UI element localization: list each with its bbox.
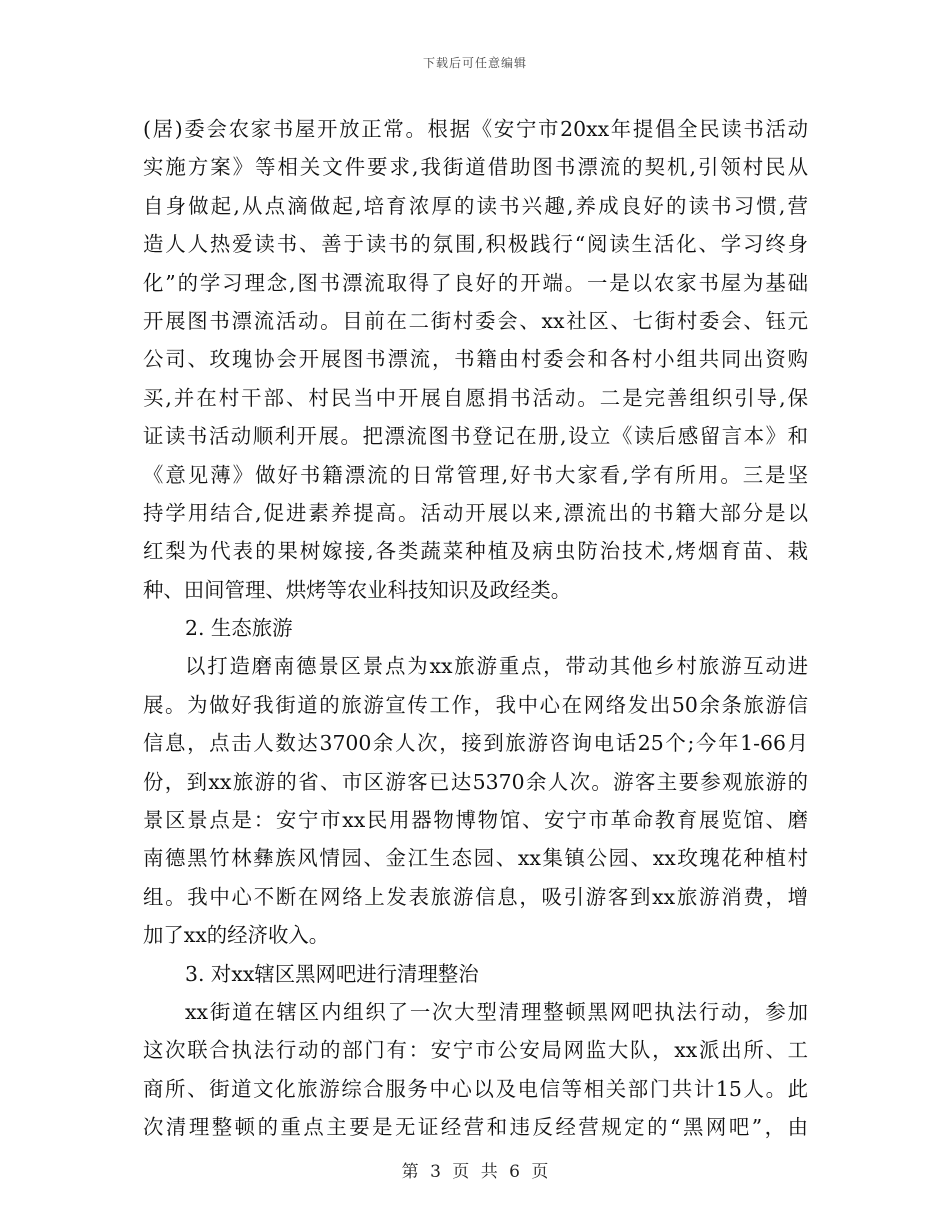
text-line: 自身做起,从点滴做起,培育浓厚的读书兴趣,养成良好的读书习惯,营 [143,193,808,218]
text-line: 这次联合执法行动的部门有：安宁市公安局网监大队，xx派出所、工 [143,1038,808,1063]
text-line: 造人人热爱读书、善于读书的氛围,积极践行“阅读生活化、学习终身 [143,232,808,257]
text-line: 红梨为代表的果树嫁接,各类蔬菜种植及病虫防治技术,烤烟育苗、栽 [143,539,808,564]
page-number: 第 3 页 共 6 页 [401,1162,549,1182]
text-line: 展。为做好我街道的旅游宣传工作，我中心在网络发出50余条旅游信 [143,692,808,717]
text-line: 持学用结合,促进素养提高。活动开展以来,漂流出的书籍大部分是以 [143,500,808,525]
page-header: 下载后可任意编辑 [422,56,527,70]
text-line: 买,并在村干部、村民当中开展自愿捐书活动。二是完善组织引导,保 [143,385,808,410]
text-line: (居)委会农家书屋开放正常。根据《安宁市20xx年提倡全民读书活动 [143,117,808,141]
text-line: 组。我中心不断在网络上发表旅游信息，吸引游客到xx旅游消费，增 [143,884,808,909]
text-line: 加了xx的经济收入。 [143,923,330,948]
text-line: 公司、玫瑰协会开展图书漂流，书籍由村委会和各村小组共同出资购 [143,347,808,372]
text-line: 《意见薄》做好书籍漂流的日常管理,好书大家看,学有所用。三是坚 [143,462,808,487]
text-line: 化”的学习理念,图书漂流取得了良好的开端。一是以农家书屋为基础 [143,270,808,295]
text-line: 开展图书漂流活动。目前在二街村委会、xx社区、七街村委会、钰元 [143,308,808,333]
text-line: 种、田间管理、烘烤等农业科技知识及政经类。 [143,577,572,602]
text-line: 实施方案》等相关文件要求,我街道借助图书漂流的契机,引领村民从 [143,155,808,180]
text-line: xx街道在辖区内组织了一次大型清理整顿黑网吧执法行动，参加 [185,999,808,1024]
text-line: 次清理整顿的重点主要是无证经营和违反经营规定的“黑网吧”，由 [143,1115,808,1140]
text-line: 份，到xx旅游的省、市区游客已达5370余人次。游客主要参观旅游的 [143,769,808,794]
section-heading: 3. 对xx辖区黑网吧进行清理整治 [185,961,479,986]
text-line: 南德黑竹林彝族风情园、金江生态园、xx集镇公园、xx玫瑰花种植村 [143,846,808,871]
document-body [143,110,808,1147]
text-line: 景区景点是：安宁市xx民用器物博物馆、安宁市革命教育展览馆、磨 [143,808,808,833]
text-line: 信息，点击人数达3700余人次，接到旅游咨询电话25个;今年1-66月 [143,731,808,756]
section-heading: 2. 生态旅游 [185,616,293,641]
text-line: 以打造磨南德景区景点为xx旅游重点，带动其他乡村旅游互动进 [185,654,808,679]
text-line: 商所、街道文化旅游综合服务中心以及电信等相关部门共计15人。此 [143,1076,808,1101]
text-line: 证读书活动顺利开展。把漂流图书登记在册,设立《读后感留言本》和 [143,424,808,449]
